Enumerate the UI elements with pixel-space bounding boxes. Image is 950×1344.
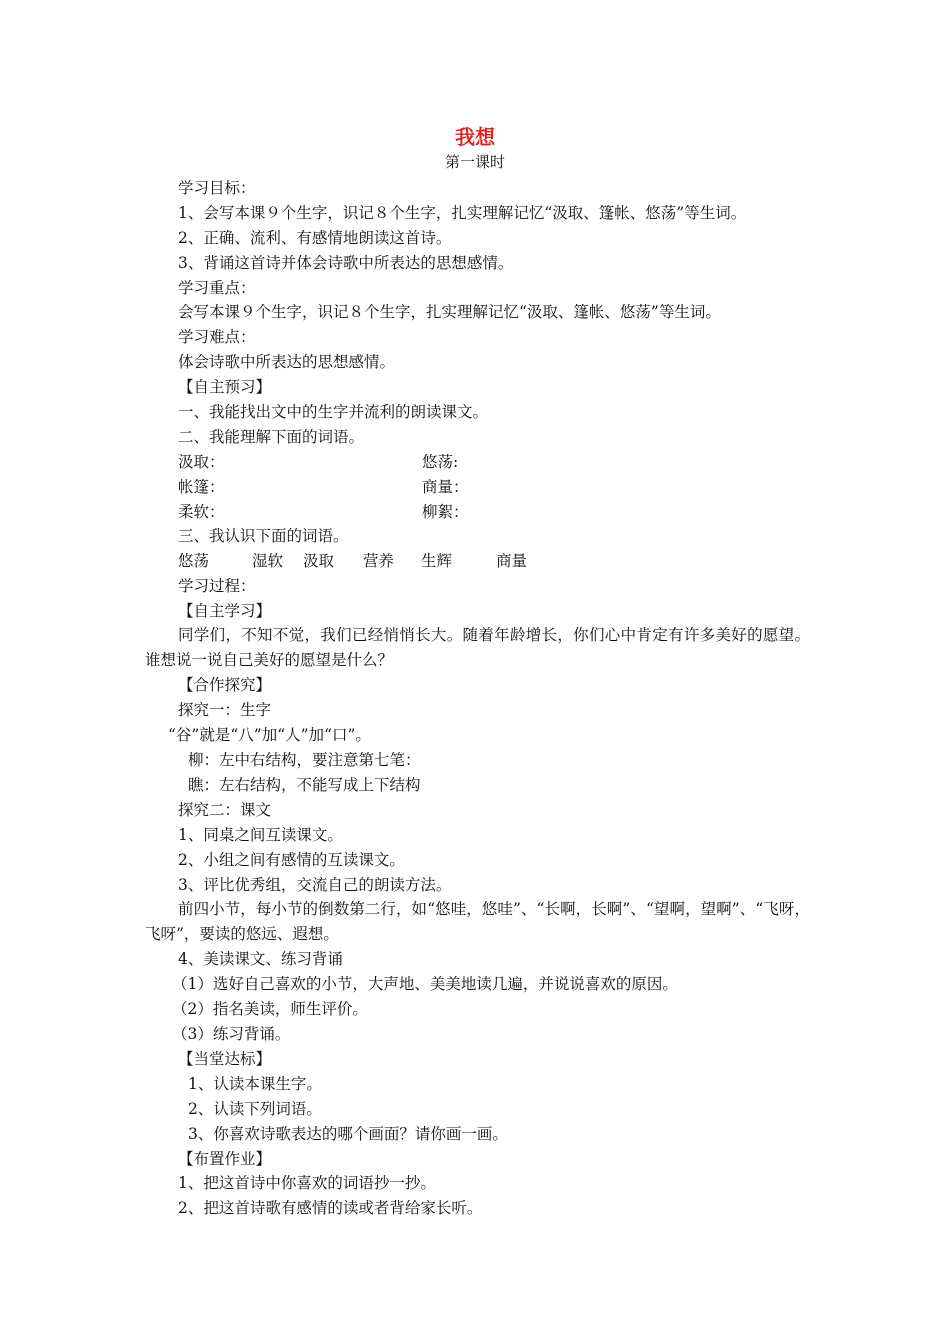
char-note: 柳：左中右结构，要注意第七笔： bbox=[188, 751, 421, 769]
lesson-subtitle: 第一课时 bbox=[444, 153, 505, 171]
class-item: 3、你喜欢诗歌表达的哪个画面？请你画一画。 bbox=[188, 1125, 508, 1143]
class-item: 2、认读下列词语。 bbox=[188, 1100, 322, 1118]
explore-item: 1、同桌之间互读课文。 bbox=[178, 826, 343, 844]
lesson-title: 我想 bbox=[455, 125, 495, 149]
preview-heading: 【自主预习】 bbox=[178, 378, 272, 396]
difficulty-heading: 学习难点： bbox=[178, 328, 256, 346]
explore-heading: 探究二：课文 bbox=[178, 801, 272, 819]
coop-heading: 【合作探究】 bbox=[178, 676, 272, 694]
recognize-word: 汲取 bbox=[303, 552, 335, 570]
homework-heading: 【布置作业】 bbox=[178, 1150, 272, 1168]
goals-heading: 学习目标： bbox=[178, 179, 256, 197]
key-text: 会写本课９个生字，识记８个生字，扎实理解记忆“汲取、篷帐、悠荡”等生词。 bbox=[178, 303, 721, 321]
class-item: 1、认读本课生字。 bbox=[188, 1075, 322, 1093]
recognize-word: 悠荡 bbox=[178, 552, 210, 570]
difficulty-text: 体会诗歌中所表达的思想感情。 bbox=[178, 353, 396, 371]
key-heading: 学习重点： bbox=[178, 279, 256, 297]
process-heading: 学习过程： bbox=[178, 577, 256, 595]
class-heading: 【当堂达标】 bbox=[178, 1050, 272, 1068]
recognize-word: 商量 bbox=[496, 552, 528, 570]
recognize-word: 生辉 bbox=[421, 552, 453, 570]
goal-item: 3、背诵这首诗并体会诗歌中所表达的思想感情。 bbox=[178, 254, 514, 272]
vocab-term: 柳絮： bbox=[422, 503, 469, 521]
char-note: “谷”就是“八”加“人”加“口”。 bbox=[168, 726, 371, 744]
explore-subitem: （2）指名美读，师生评价。 bbox=[172, 1000, 368, 1018]
homework-item: 1、把这首诗中你喜欢的词语抄一抄。 bbox=[178, 1174, 436, 1192]
goal-item: 1、会写本课９个生字，识记８个生字，扎实理解记忆“汲取、篷帐、悠荡”等生词。 bbox=[178, 204, 747, 222]
preview-item: 二、我能理解下面的词语。 bbox=[178, 428, 365, 446]
explore-item: 4、美读课文、练习背诵 bbox=[178, 950, 343, 968]
vocab-term: 商量： bbox=[422, 478, 469, 496]
vocab-term: 帐篷： bbox=[178, 478, 225, 496]
preview-item: 三、我认识下面的词语。 bbox=[178, 527, 349, 545]
explore-item: 2、小组之间有感情的互读课文。 bbox=[178, 851, 405, 869]
goal-item: 2、正确、流利、有感情地朗读这首诗。 bbox=[178, 229, 452, 247]
homework-item: 2、把这首诗歌有感情的读或者背给家长听。 bbox=[178, 1199, 483, 1217]
vocab-term: 悠荡: bbox=[422, 453, 459, 471]
char-note: 瞧：左右结构，不能写成上下结构 bbox=[188, 776, 421, 794]
vocab-term: 柔软： bbox=[178, 503, 225, 521]
self-study-heading: 【自主学习】 bbox=[178, 602, 272, 620]
self-study-paragraph: 同学们，不知不觉，我们已经悄悄长大。随着年龄增长，你们心中肯定有许多美好的愿望。谁想说一说自己美好的愿望是什么？ bbox=[145, 626, 810, 669]
explore-subitem: （1）选好自己喜欢的小节，大声地、美美地读几遍，并说说喜欢的原因。 bbox=[172, 975, 678, 993]
recognize-word: 湿软 bbox=[252, 552, 284, 570]
explore-heading: 探究一：生字 bbox=[178, 701, 272, 719]
explore-subitem: （3）练习背诵。 bbox=[172, 1025, 291, 1043]
reading-tip-paragraph: 前四小节，每小节的倒数第二行，如“悠哇，悠哇”、“长啊，长啊”、“望啊，望啊”、“飞呀，飞呀”，要读的悠远、遐想。 bbox=[145, 900, 810, 943]
preview-item: 一、我能找出文中的生字并流利的朗读课文。 bbox=[178, 403, 489, 421]
vocab-term: 汲取： bbox=[178, 453, 225, 471]
recognize-word: 营养 bbox=[363, 552, 395, 570]
explore-item: 3、评比优秀组，交流自己的朗读方法。 bbox=[178, 876, 452, 894]
